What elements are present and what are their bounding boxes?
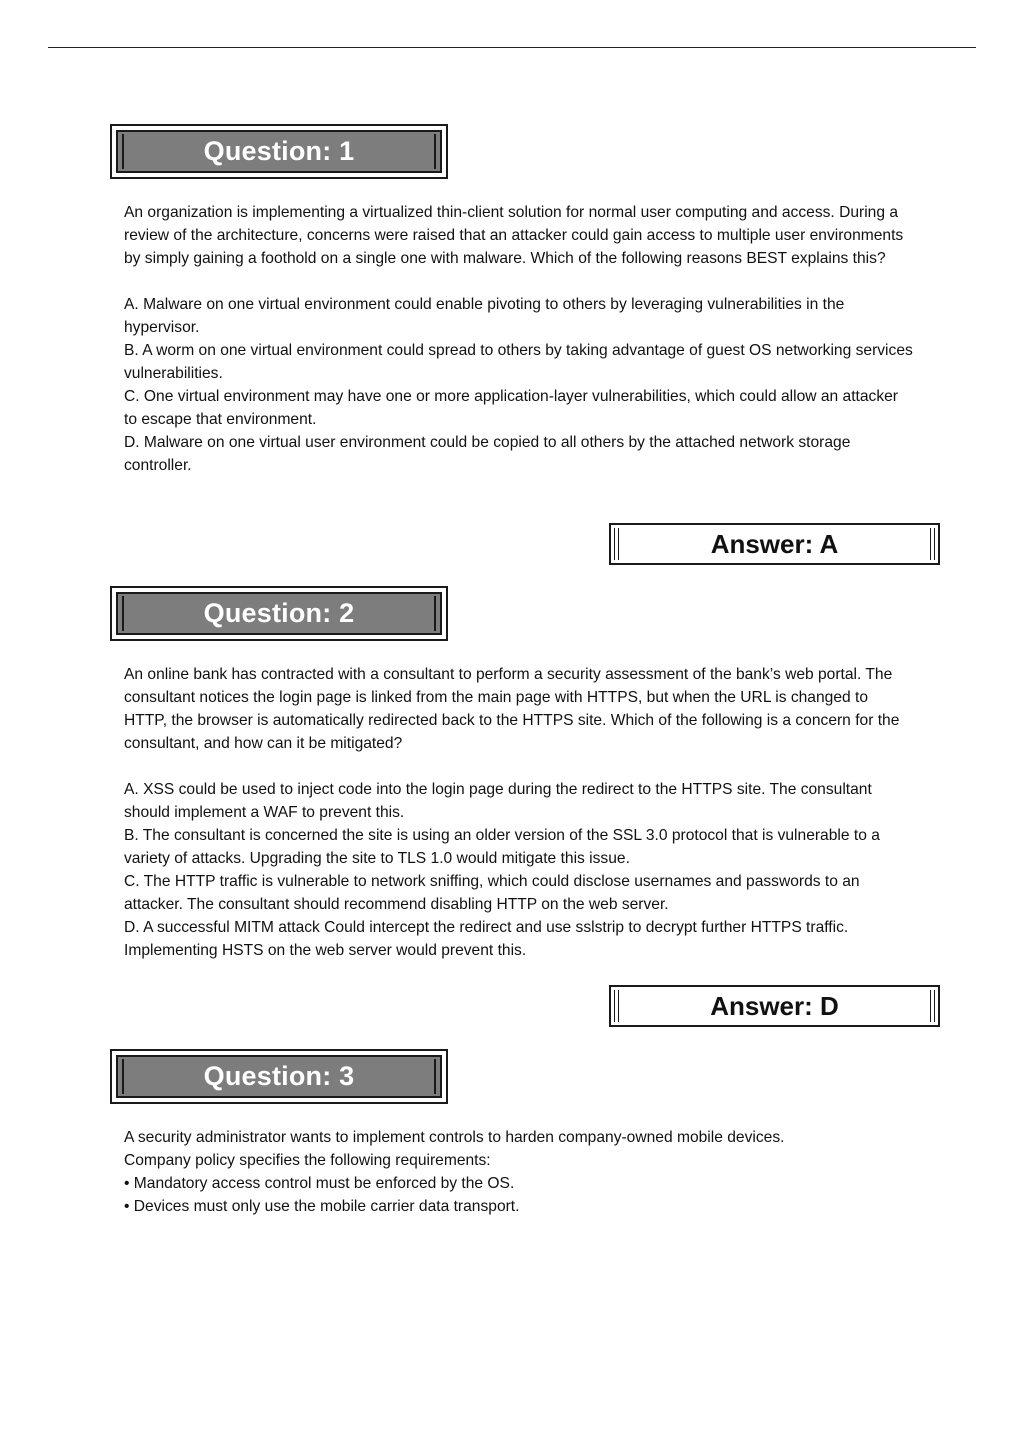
header-rule <box>48 47 976 48</box>
question-1-option-b: B. A worm on one virtual environment could spread to others by taking advantage of guest OS networking services vulnerabilities. <box>124 342 913 382</box>
question-3-requirement-2: • Devices must only use the mobile carrier data transport. <box>124 1198 520 1215</box>
question-3-banner <box>110 1049 448 1104</box>
question-1-stem: An organization is implementing a virtualized thin-client solution for normal user computing and access. During a review of the architecture, concerns were raised that an attacker could gain access to multiple user environments by simply gaining a foothold on a single one with malware. Which of the following reasons BEST explains this? <box>124 204 904 267</box>
question-2-option-b: B. The consultant is concerned the site is using an older version of the SSL 3.0 protocol that is vulnerable to a variety of attacks. Upgrading the site to TLS 1.0 would mitigate this issue. <box>124 827 880 867</box>
question-1-option-c: C. One virtual environment may have one or more application-layer vulnerabilities, which could allow an attacker to escape that environment. <box>124 388 898 428</box>
question-2-body <box>124 663 914 962</box>
question-3-title: Question: 3 <box>203 1061 355 1091</box>
question-1-option-d: D. Malware on one virtual user environment could be copied to all others by the attached network storage controller. <box>124 434 851 474</box>
question-2-title: Question: 2 <box>203 598 355 628</box>
question-2-option-a: A. XSS could be used to inject code into the login page during the redirect to the HTTPS site. The consultant should implement a WAF to prevent this. <box>124 781 872 821</box>
question-2-banner <box>110 586 448 641</box>
question-1-answer: Answer: A <box>710 528 839 559</box>
question-3-stem-line-2: Company policy specifies the following requirements: <box>124 1152 491 1169</box>
question-1-title: Question: 1 <box>203 136 355 166</box>
question-1-banner <box>110 124 448 179</box>
question-2-answer-box <box>609 985 940 1027</box>
question-3-stem-line-1: A security administrator wants to implement controls to harden company-owned mobile devices. <box>124 1129 785 1146</box>
question-2-answer: Answer: D <box>710 990 839 1021</box>
question-1-body <box>124 201 914 477</box>
question-3-body <box>124 1126 914 1218</box>
question-1-option-a: A. Malware on one virtual environment could enable pivoting to others by leveraging vulnerabilities in the hypervisor. <box>124 296 845 336</box>
question-2-option-c: C. The HTTP traffic is vulnerable to network sniffing, which could disclose usernames and passwords to an attacker. The consultant should recommend disabling HTTP on the web server. <box>124 873 860 913</box>
question-3-requirement-1: • Mandatory access control must be enforced by the OS. <box>124 1175 515 1192</box>
question-1-answer-box <box>609 523 940 565</box>
question-2-stem: An online bank has contracted with a consultant to perform a security assessment of the bank’s web portal. The consultant notices the login page is linked from the main page with HTTPS, but when the URL is changed to HTTP, the browser is automatically redirected back to the HTTPS site. Which of the following is a concern for the consultant, and how can it be mitigated? <box>124 666 900 752</box>
question-2-option-d: D. A successful MITM attack Could intercept the redirect and use sslstrip to decrypt further HTTPS traffic. Implementing HSTS on the web server would prevent this. <box>124 919 849 959</box>
